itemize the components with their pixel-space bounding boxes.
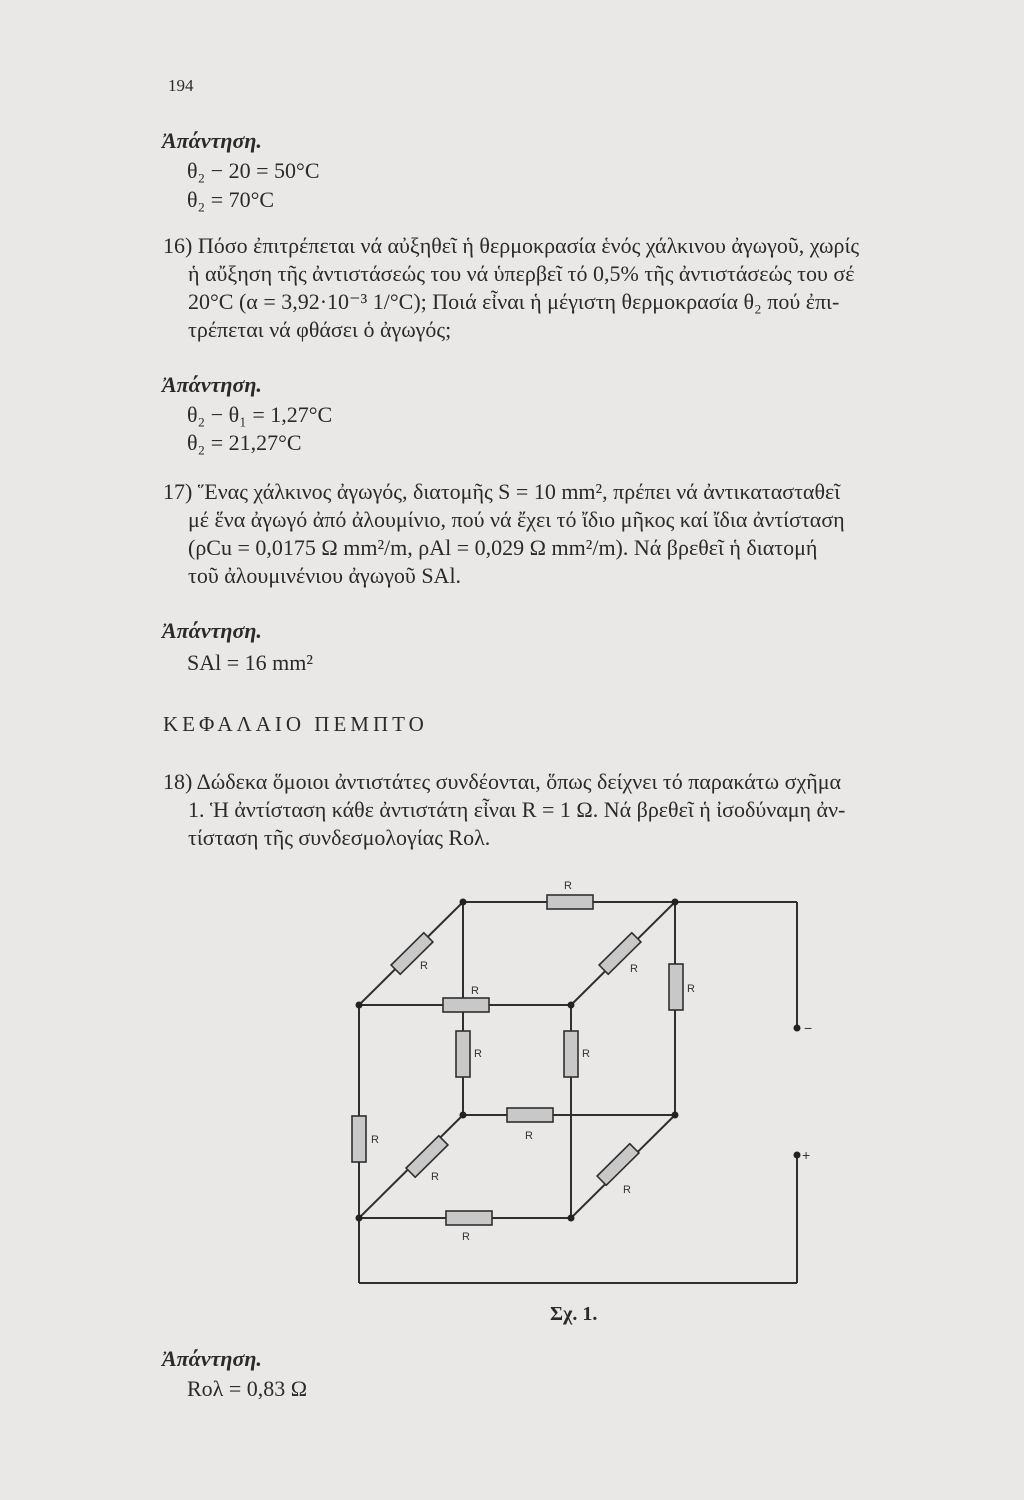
resistor: [443, 998, 489, 1012]
answer-heading: Ἀπάντηση.: [162, 618, 262, 643]
question-17: [163, 478, 1023, 590]
resistor-label: R: [687, 983, 695, 995]
answer-heading: Ἀπάντηση.: [162, 1346, 262, 1371]
answer-line: θ₂ = 21,27°C: [187, 430, 302, 455]
junction-node: [672, 1112, 679, 1119]
resistor-label: R: [630, 963, 638, 975]
question-text: (ρCu = 0,0175 Ω mm²/m, ρAl = 0,029 Ω mm²/m). Νά βρεθεῖ ἡ διατομή: [188, 535, 818, 560]
resistor: [446, 1211, 492, 1225]
question-text: τοῦ ἀλουμινένιου ἀγωγοῦ SAl.: [188, 563, 462, 588]
terminal-minus: [794, 1025, 801, 1032]
resistor-cube-diagram: [340, 872, 820, 1292]
junction-node: [460, 899, 467, 906]
junction-node: [568, 1002, 575, 1009]
resistor-label: R: [474, 1048, 482, 1060]
chapter-title: ΚΕΦΑΛΑΙΟ ΠΕΜΠΤΟ: [163, 712, 428, 736]
question-text: Δώδεκα ὅμοιοι ἀντιστάτες συνδέονται, ὅπως δείχνει τό παρακάτω σχῆμα: [196, 769, 842, 794]
junction-node: [356, 1002, 363, 1009]
question-text: Πόσο ἐπιτρέπεται νά αὐξηθεῖ ἡ θερμοκρασία ἑνός χάλκινου ἀγωγοῦ, χωρίς: [197, 233, 860, 258]
resistor: [669, 964, 683, 1010]
terminal-plus: [794, 1152, 801, 1159]
resistor: [597, 1144, 639, 1186]
question-text: 1. Ἡ ἀντίσταση κάθε ἀντιστάτη εἶναι R = 1 Ω. Νά βρεθεῖ ἡ ἰσοδύναμη ἀν-: [188, 797, 846, 822]
resistor-label: R: [462, 1231, 470, 1243]
page-number: 194: [168, 76, 194, 95]
question-number: 18): [163, 769, 193, 794]
question-text: 20°C (α = 3,92·10⁻³ 1/°C); Ποιά εἶναι ἡ μέγιστη θερμοκρασία θ₂ πού ἐπι-: [188, 289, 840, 314]
resistor: [547, 895, 593, 909]
junction-node: [672, 899, 679, 906]
resistor: [406, 1136, 448, 1178]
resistor-label: R: [420, 960, 428, 972]
resistor: [564, 1031, 578, 1077]
question-18: [163, 768, 1023, 852]
answer-heading: Ἀπάντηση.: [162, 128, 262, 153]
question-text: τίσταση τῆς συνδεσμολογίας Rολ.: [188, 825, 491, 850]
question-text: τρέπεται νά φθάσει ὁ ἀγωγός;: [188, 317, 452, 342]
answer-heading: Ἀπάντηση.: [162, 372, 262, 397]
resistor-label: R: [371, 1134, 379, 1146]
resistor-label: R: [525, 1130, 533, 1142]
question-text: Ἕνας χάλκινος ἀγωγός, διατομῆς S = 10 mm², πρέπει νά ἀντικατασταθεῖ: [197, 479, 841, 504]
question-number: 17): [163, 479, 193, 504]
figure-caption: Σχ. 1.: [550, 1303, 598, 1325]
plus-sign: +: [802, 1147, 811, 1163]
minus-sign: −: [804, 1020, 813, 1036]
resistor: [456, 1031, 470, 1077]
resistor: [507, 1108, 553, 1122]
question-number: 16): [163, 233, 193, 258]
answer-line: θ₂ − θ₁ = 1,27°C: [187, 402, 333, 427]
resistor-label: R: [564, 880, 572, 892]
junction-node: [460, 1112, 467, 1119]
resistor-label: R: [431, 1171, 439, 1183]
junction-node: [356, 1215, 363, 1222]
resistor-label: R: [582, 1048, 590, 1060]
resistor-label: R: [471, 985, 479, 997]
answer-line: θ₂ − 20 = 50°C: [187, 158, 320, 183]
question-text: ἡ αὔξηση τῆς ἀντιστάσεώς του νά ὑπερβεῖ τό 0,5% τῆς ἀντιστάσεώς του σέ: [188, 261, 855, 286]
resistor: [352, 1116, 366, 1162]
answer-line: Rολ = 0,83 Ω: [187, 1376, 308, 1401]
resistor-label: R: [623, 1184, 631, 1196]
question-16: [163, 232, 1023, 344]
junction-node: [568, 1215, 575, 1222]
answer-line: SAl = 16 mm²: [187, 650, 313, 675]
answer-line: θ₂ = 70°C: [187, 187, 275, 212]
question-text: μέ ἕνα ἀγωγό ἀπό ἀλουμίνιο, πού νά ἔχει τό ἴδιο μῆκος καί ἴδια ἀντίσταση: [188, 507, 845, 532]
